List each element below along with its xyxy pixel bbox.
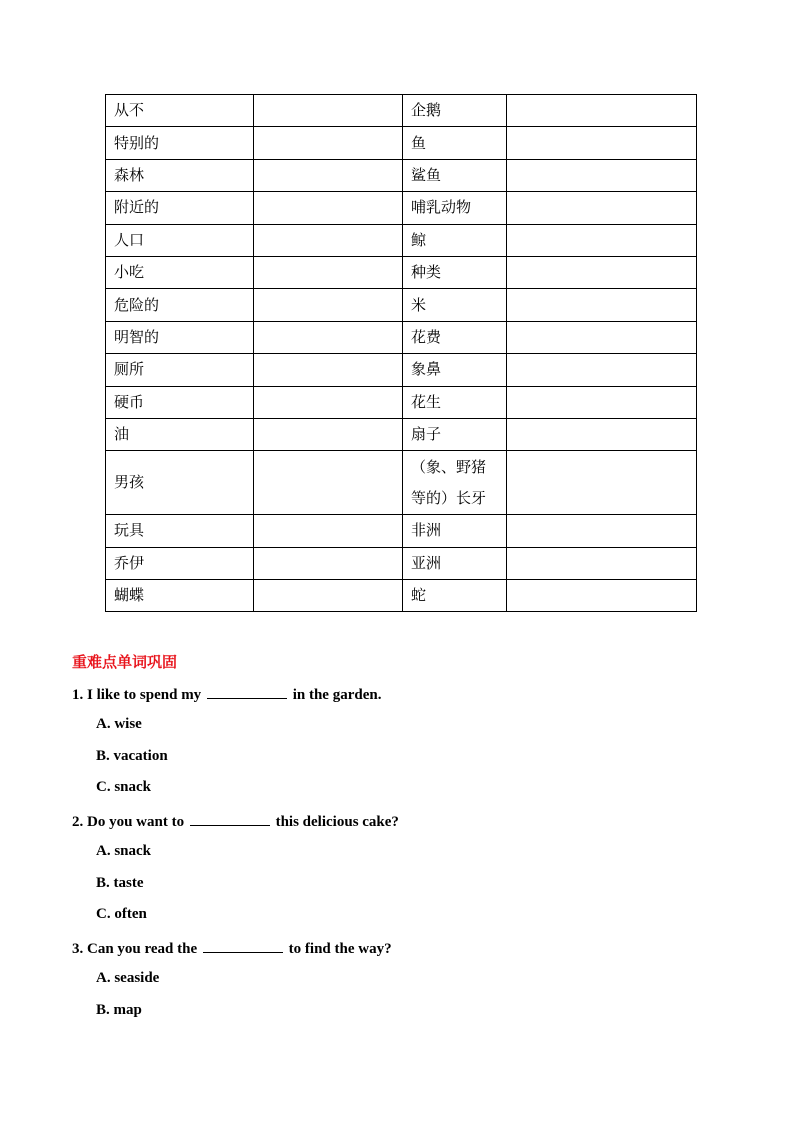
- vocab-row: [106, 515, 697, 547]
- answer-cell[interactable]: [254, 95, 403, 127]
- vocab-row: [106, 224, 697, 256]
- answer-cell[interactable]: [254, 515, 403, 547]
- vocab-row: [106, 386, 697, 418]
- answer-cell[interactable]: [254, 127, 403, 159]
- answer-cell[interactable]: [254, 580, 403, 612]
- chinese-word-cell: 花生: [403, 386, 507, 418]
- vocab-row: [106, 256, 697, 288]
- answer-option[interactable]: C. snack: [96, 779, 152, 796]
- answer-blank[interactable]: [203, 938, 283, 953]
- answer-blank[interactable]: [207, 684, 287, 699]
- answer-cell[interactable]: [507, 192, 697, 224]
- answer-option[interactable]: B. taste: [96, 874, 144, 891]
- question-stem: [72, 811, 399, 831]
- chinese-word-cell: 种类: [403, 256, 507, 288]
- chinese-word-cell: 小吃: [106, 256, 254, 288]
- chinese-word-cell: 从不: [106, 95, 254, 127]
- answer-cell[interactable]: [254, 289, 403, 321]
- answer-cell[interactable]: [254, 386, 403, 418]
- chinese-word-cell: 鲸: [403, 224, 507, 256]
- chinese-word-cell: （象、野猪等的）长牙: [403, 451, 507, 515]
- vocab-row: [106, 192, 697, 224]
- answer-cell[interactable]: [254, 321, 403, 353]
- chinese-word-cell: 亚洲: [403, 547, 507, 579]
- answer-option[interactable]: A. wise: [96, 715, 142, 732]
- chinese-word-cell: 附近的: [106, 192, 254, 224]
- chinese-word-cell: 玩具: [106, 515, 254, 547]
- chinese-word-cell: 人口: [106, 224, 254, 256]
- question-text-after: to find the way?: [288, 941, 392, 957]
- chinese-word-cell: 扇子: [403, 418, 507, 450]
- chinese-word-cell: 鲨鱼: [403, 159, 507, 191]
- answer-cell[interactable]: [507, 418, 697, 450]
- chinese-word-cell: 象鼻: [403, 354, 507, 386]
- answer-cell[interactable]: [507, 321, 697, 353]
- answer-cell[interactable]: [254, 418, 403, 450]
- chinese-word-cell: 明智的: [106, 321, 254, 353]
- answer-cell[interactable]: [254, 547, 403, 579]
- question-stem: [72, 684, 381, 704]
- answer-option[interactable]: B. map: [96, 1001, 142, 1018]
- answer-cell[interactable]: [507, 547, 697, 579]
- answer-cell[interactable]: [507, 515, 697, 547]
- vocab-row: [106, 289, 697, 321]
- question-text-after: this delicious cake?: [275, 814, 399, 830]
- chinese-word-cell: 鱼: [403, 127, 507, 159]
- vocab-row: [106, 95, 697, 127]
- chinese-word-cell: 男孩: [106, 451, 254, 515]
- chinese-word-cell: 油: [106, 418, 254, 450]
- section-title: 重难点单词巩固: [72, 653, 178, 671]
- vocabulary-table-body: [106, 95, 697, 612]
- question-text-before: 3. Can you read the: [72, 941, 198, 957]
- question-text-before: 1. I like to spend my: [72, 687, 202, 703]
- vocab-row: [106, 547, 697, 579]
- chinese-word-cell: 特别的: [106, 127, 254, 159]
- chinese-word-cell: 非洲: [403, 515, 507, 547]
- chinese-word-cell: 企鹅: [403, 95, 507, 127]
- chinese-word-cell: 厕所: [106, 354, 254, 386]
- answer-blank[interactable]: [190, 811, 270, 826]
- chinese-word-cell: 哺乳动物: [403, 192, 507, 224]
- question-text-before: 2. Do you want to: [72, 814, 185, 830]
- chinese-word-cell: 危险的: [106, 289, 254, 321]
- answer-cell[interactable]: [507, 354, 697, 386]
- vocab-row: [106, 321, 697, 353]
- answer-option[interactable]: C. often: [96, 906, 147, 923]
- answer-option[interactable]: A. seaside: [96, 969, 160, 986]
- vocab-row: [106, 127, 697, 159]
- answer-cell[interactable]: [507, 224, 697, 256]
- chinese-word-cell: 米: [403, 289, 507, 321]
- answer-cell[interactable]: [254, 256, 403, 288]
- chinese-word-cell: 乔伊: [106, 547, 254, 579]
- answer-cell[interactable]: [254, 354, 403, 386]
- answer-cell[interactable]: [254, 159, 403, 191]
- question-text-after: in the garden.: [292, 687, 382, 703]
- answer-cell[interactable]: [254, 192, 403, 224]
- vocab-row: [106, 451, 697, 515]
- answer-cell[interactable]: [507, 159, 697, 191]
- answer-cell[interactable]: [507, 386, 697, 418]
- chinese-word-cell: 蝴蝶: [106, 580, 254, 612]
- vocab-row: [106, 354, 697, 386]
- vocabulary-table: [105, 94, 697, 612]
- answer-option[interactable]: A. snack: [96, 842, 152, 859]
- answer-cell[interactable]: [507, 451, 697, 515]
- answer-cell[interactable]: [507, 580, 697, 612]
- chinese-word-cell: 蛇: [403, 580, 507, 612]
- vocab-row: [106, 580, 697, 612]
- vocab-row: [106, 159, 697, 191]
- chinese-word-cell: 森林: [106, 159, 254, 191]
- question-stem: [72, 938, 392, 958]
- answer-cell[interactable]: [507, 95, 697, 127]
- answer-cell[interactable]: [507, 289, 697, 321]
- answer-cell[interactable]: [254, 451, 403, 515]
- answer-cell[interactable]: [507, 127, 697, 159]
- chinese-word-cell: 硬币: [106, 386, 254, 418]
- vocab-row: [106, 418, 697, 450]
- answer-cell[interactable]: [507, 256, 697, 288]
- chinese-word-cell: 花费: [403, 321, 507, 353]
- answer-option[interactable]: B. vacation: [96, 747, 168, 764]
- answer-cell[interactable]: [254, 224, 403, 256]
